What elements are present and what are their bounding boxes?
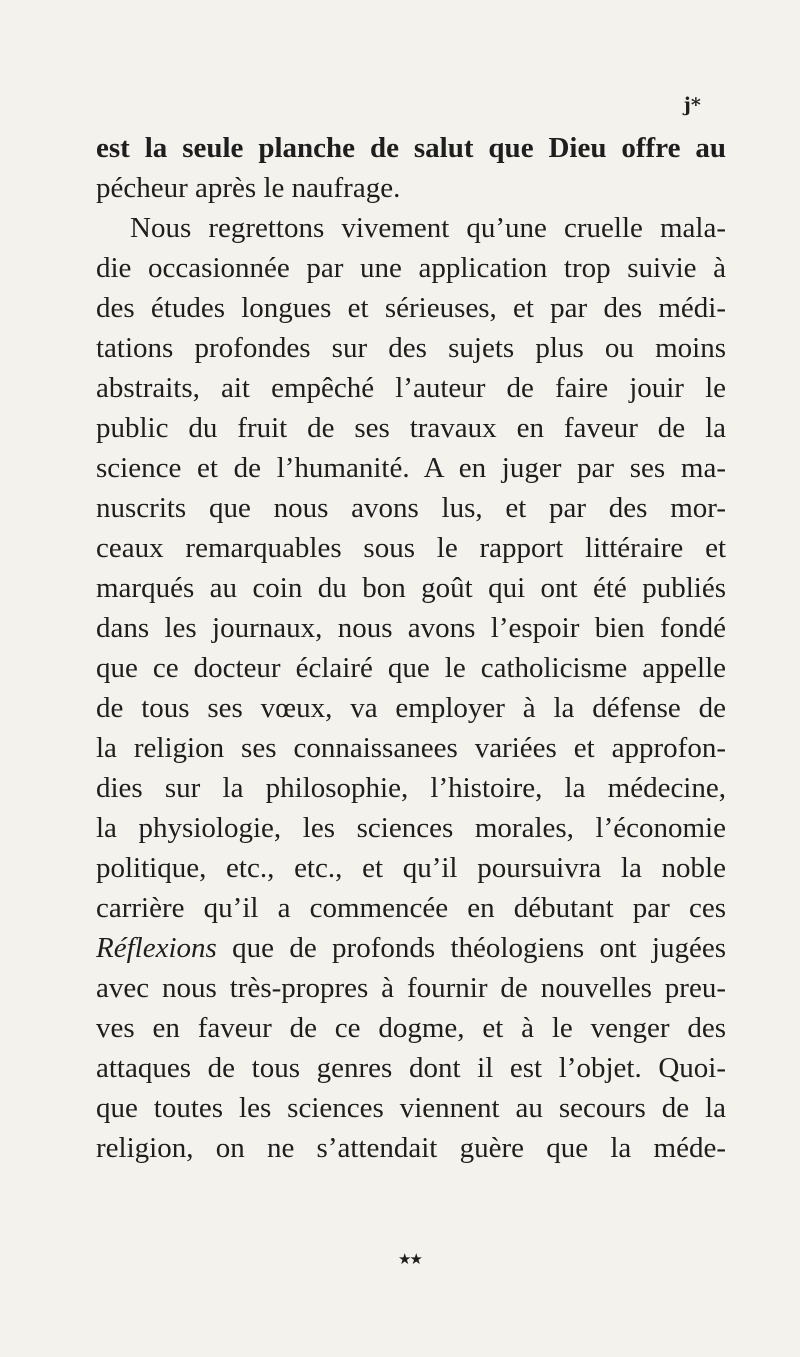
text-line-9: science et de l’humanité. A en juger par ses ma-	[96, 452, 726, 484]
text-line-26: religion, on ne s’attendait guère que la méde-	[96, 1132, 726, 1164]
text-line-8: public du fruit de ses travaux en faveur de la	[96, 412, 726, 444]
text-line-18: la physiologie, les sciences morales, l’économie	[96, 812, 726, 844]
text-line-25: que toutes les sciences viennent au secours de la	[96, 1092, 726, 1124]
text-line-6: tations profondes sur des sujets plus ou moins	[96, 332, 726, 364]
signature-mark: ★★	[398, 1250, 421, 1268]
text-line-7: abstraits, ait empêché l’auteur de faire jouir le	[96, 372, 726, 404]
text-line-10: nuscrits que nous avons lus, et par des mor-	[96, 492, 726, 524]
text-line-19: politique, etc., etc., et qu’il poursuivra la noble	[96, 852, 726, 884]
text-line-11: ceaux remarquables sous le rapport littéraire et	[96, 532, 726, 564]
text-line-16: la religion ses connaissanees variées et approfon-	[96, 732, 726, 764]
text-line-21: Réflexions que de profonds théologiens ont jugées	[96, 932, 726, 964]
text-line-23: ves en faveur de ce dogme, et à le venger des	[96, 1012, 726, 1044]
text-line-13: dans les journaux, nous avons l’espoir bien fondé	[96, 612, 726, 644]
text-line-2: pécheur après le naufrage.	[96, 172, 401, 204]
text-line-3: Nous regrettons vivement qu’une cruelle mala-	[130, 212, 726, 244]
text-line-12: marqués au coin du bon goût qui ont été publiés	[96, 572, 726, 604]
text-line-4: die occasionnée par une application trop suivie à	[96, 252, 726, 284]
text-line-15: de tous ses vœux, va employer à la défense de	[96, 692, 726, 724]
text-line-20: carrière qu’il a commencée en débutant par ces	[96, 892, 726, 924]
italic-title-word: Réflexions	[96, 932, 217, 964]
text-line-5: des études longues et sérieuses, et par des médi-	[96, 292, 726, 324]
page-number: j*	[684, 94, 701, 116]
body-text	[96, 128, 726, 1168]
text-line-22: avec nous très-propres à fournir de nouvelles preu-	[96, 972, 726, 1004]
text-line-24: attaques de tous genres dont il est l’objet. Quoi-	[96, 1052, 726, 1084]
text-line-17: dies sur la philosophie, l’histoire, la médecine,	[96, 772, 726, 804]
text-line-1: est la seule planche de salut que Dieu offre au	[96, 132, 726, 164]
text-line-14: que ce docteur éclairé que le catholicisme appelle	[96, 652, 726, 684]
